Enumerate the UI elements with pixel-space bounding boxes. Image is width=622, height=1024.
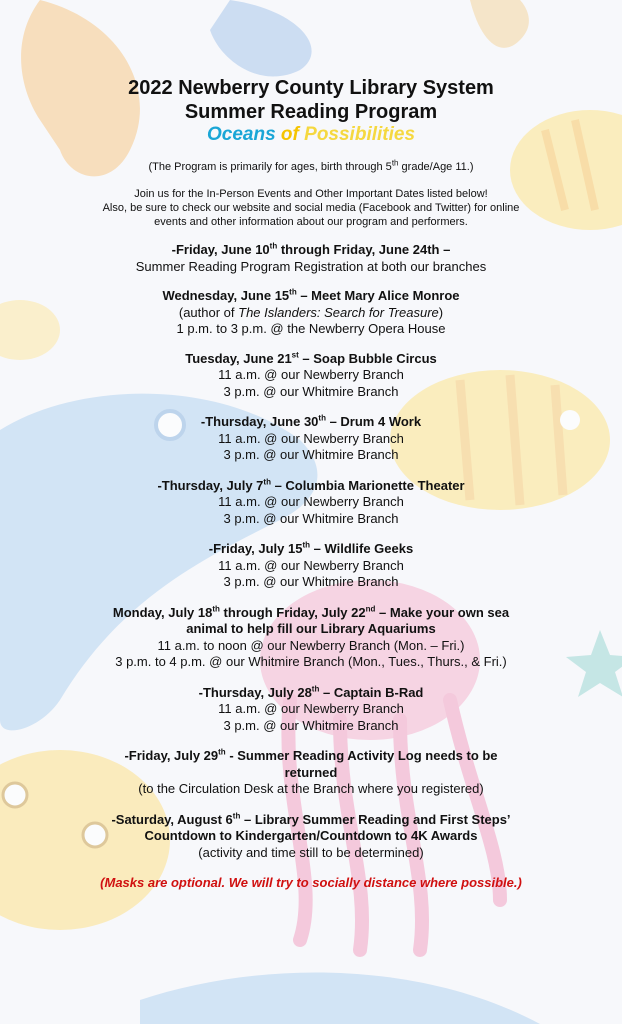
- event-detail: 3 p.m. @ our Whitmire Branch: [223, 717, 399, 733]
- book-title: The Islanders: Search for Treasure: [238, 304, 439, 320]
- program-theme: [0, 124, 622, 146]
- event-detail: (to the Circulation Desk at the Branch where you registered): [138, 781, 484, 796]
- title-line-2: Summer Reading Program: [184, 101, 438, 123]
- event-heading: Monday, July 18th through Friday, July 22nd – Make your own sea: [112, 604, 510, 620]
- intro-line-2: Also, be sure to check our website and social media (Facebook and Twitter) for online: [102, 202, 520, 214]
- event-detail: 1 p.m. to 3 p.m. @ the Newberry Opera House: [176, 321, 446, 336]
- event-detail: 11 a.m. @ our Newberry Branch: [218, 367, 404, 382]
- event-heading: -Thursday, July 7th – Columbia Marionette Theater: [157, 477, 465, 493]
- age-note: [0, 160, 622, 174]
- event-heading-line-2: returned: [284, 764, 338, 780]
- event-detail: 11 a.m. @ our Newberry Branch: [218, 557, 404, 573]
- event-detail: 11 a.m. to noon @ our Newberry Branch (Mon. – Fri.): [157, 637, 465, 653]
- event-heading-line-2: animal to help fill our Library Aquariums: [186, 621, 436, 636]
- event-detail: 3 p.m. @ our Whitmire Branch: [223, 574, 399, 589]
- event-detail: 11 a.m. @ our Newberry Branch: [218, 430, 404, 446]
- theme-word-oceans: Oceans: [206, 124, 276, 145]
- age-note-sup: th: [391, 158, 399, 168]
- event-activity-log-return: [0, 748, 622, 798]
- event-awards: [0, 812, 622, 862]
- event-detail: 3 p.m. @ our Whitmire Branch: [223, 447, 399, 462]
- event-detail: 11 a.m. @ our Newberry Branch: [218, 494, 404, 509]
- event-heading: -Friday, July 15th – Wildlife Geeks: [208, 540, 414, 556]
- event-detail: 3 p.m. @ our Whitmire Branch: [223, 510, 399, 526]
- intro-paragraph: [0, 187, 622, 229]
- event-soap-bubble-circus: [0, 351, 622, 401]
- event-detail: Summer Reading Program Registration at both our branches: [135, 258, 487, 274]
- masks-note: (Masks are optional. We will try to socially distance where possible.): [100, 875, 522, 890]
- event-heading: -Friday, June 10th through Friday, June 24th –: [171, 241, 451, 257]
- intro-line-3: events and other information about our program and performers.: [154, 216, 468, 228]
- intro-line-1: Join us for the In-Person Events and Other Important Dates listed below!: [134, 188, 488, 200]
- event-heading: -Thursday, June 30th – Drum 4 Work: [200, 413, 422, 429]
- event-detail: 11 a.m. @ our Newberry Branch: [218, 701, 404, 716]
- event-detail: 3 p.m. @ our Whitmire Branch: [223, 383, 399, 399]
- event-registration: [0, 242, 622, 275]
- event-detail: (author of The Islanders: Search for Treasure): [178, 304, 444, 320]
- event-sea-animal-craft: [0, 605, 622, 671]
- event-heading: -Friday, July 29th - Summer Reading Activity Log needs to be: [124, 747, 498, 763]
- event-drum-4-work: [0, 414, 622, 464]
- age-note-text: (The Program is primarily for ages, birth through 5: [148, 161, 392, 173]
- title-line-1: 2022 Newberry County Library System: [128, 77, 494, 99]
- event-heading: Wednesday, June 15th – Meet Mary Alice Monroe: [162, 287, 460, 303]
- event-heading: Tuesday, June 21st – Soap Bubble Circus: [185, 350, 437, 366]
- event-detail: (activity and time still to be determined): [198, 844, 424, 860]
- event-mary-alice-monroe: [0, 288, 622, 338]
- event-heading: -Saturday, August 6th – Library Summer Reading and First Steps’: [111, 811, 511, 827]
- event-heading-line-2: Countdown to Kindergarten/Countdown to 4K Awards: [144, 828, 478, 843]
- event-detail: 3 p.m. to 4 p.m. @ our Whitmire Branch (Mon., Tues., Thurs., & Fri.): [115, 654, 507, 669]
- event-heading: -Thursday, July 28th – Captain B-Rad: [198, 684, 424, 700]
- theme-word-possibilities: Possibilities: [304, 124, 416, 145]
- event-columbia-marionette-theater: [0, 478, 622, 528]
- theme-word-of: of: [280, 124, 299, 145]
- age-note-text-end: grade/Age 11.): [398, 161, 474, 173]
- event-captain-b-rad: [0, 685, 622, 735]
- event-wildlife-geeks: [0, 541, 622, 591]
